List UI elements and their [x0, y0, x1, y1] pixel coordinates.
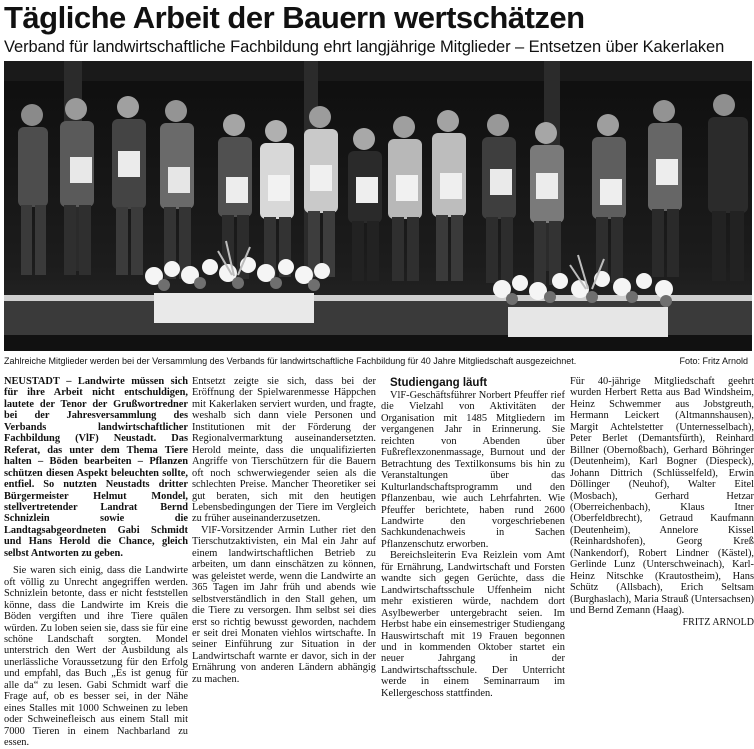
dateline: NEUSTADT [4, 376, 60, 387]
article-column-3 [381, 376, 565, 699]
photo-caption: Zahlreiche Mitglieder werden bei der Versammlung des Verbands für landwirtschaftliche Fachbildung für 40 Jahre Mitgliedschaft ausgezeichnet. [4, 356, 577, 366]
article-column-2 [192, 376, 376, 685]
photo-credit: Foto: Fritz Arnold [679, 356, 748, 366]
article-column-4 [570, 376, 754, 681]
byline: FRITZ ARNOLD [682, 616, 754, 628]
paragraph-5: Bereichsleiterin Eva Reizlein vom Amt für Ernährung, Landwirtschaft und Forsten wandte sich gegen Gerüchte, dass die Landwirtschaftsschule Uffenheim nicht mehr existieren würde, nachdem dort Asylbewerber untergebracht seien. Im Herbst habe ein einsemestriger Studiengang Hauswirtschaft mit 19 Frauen begonnen und in kommenden Oktober startet ein neuer Jahrgang in der Landwirtschaftsschule. Der Unterricht werde in einem Seminarraum im Kellergeschoss stattfinden. [381, 550, 565, 699]
lead-text: – Landwirte müssen sich für ihre Arbeit nicht entschuldigen, lautete der Tenor der Grußwortredner bei der Jahresversammlung des Verbands landwirtschaftlicher Fachbildung (VlF) Neustadt. Das Referat, das unter dem Thema Tiere halten – Böden bearbeiten – Pflanzen schützen diesen Aspekt beleuchten sollte, entfiel. So nutzten Neustadts dritter Bürgermeister Helmut Mondel, stellvertretender Landrat Bernd Schnizlein sowie die Landtagsabgeordneten Gabi Schmidt und Hans Herold die Chance, gleich selbst Antworten zu geben. [4, 376, 188, 559]
paragraph-2: Entsetzt zeigte sie sich, dass bei der Eröffnung der Spielwarenmesse Häppchen mit Kakerlaken serviert wurden, und fragte, weshalb sich dann viele Personen und Institutionen mit der Förderung der Regionalvermarktung auseinandersetzten. Herold meinte, dass die unqualifizierten Angriffe von Tierschützern für die Bauern oft noch schwerwiegender seien als die schlechten Preise. Mancher Theoretiker sei gut beraten, sich mit den heutigen Lebensbedingungen der Tiere im Vergleich zu früher auseinanderzusetzen. [192, 376, 376, 525]
paragraph-3: VlF-Vorsitzender Armin Luther riet den Tierschutzaktivisten, ein Mal ein Jahr auf einem landwirtschaftlichen Betrieb zu arbeiten, um dann einschätzen zu können, was geleistet werde, wenn die Landwirte an 365 Tagen im Jahr früh und abends wie selbstverständlich in den Stall gehen, um die Tiere zu versorgen. Ihm selbst sei dies erst so richtig bewusst geworden, nachdem er seit drei Monaten viehlos wirtschafte. In seiner Einführung zur Situation in der Landwirtschaft warnte er davor, sich in der Ernährung von anderen Ländern abhängig zu machen. [192, 524, 376, 685]
headline: Tägliche Arbeit der Bauern wertschätzen [4, 0, 585, 35]
lead-paragraph [4, 376, 188, 559]
article-column-1 [4, 376, 188, 749]
paragraph-6: Für 40-jährige Mitgliedschaft geehrt wurden Herbert Retta aus Bad Windsheim, Heinz Schwemmer aus Jobstgreuth, Hermann Leickert (Altmannshausen), Margit Achtelstetter (Unternesselbach), Peter Berlet (Demantsfürth), Reinhard Billner (Obernoßbach), Gerhard Böhringer (Deutenheim), Karl Bogner (Diespeck), Johann Dittrich (Schlüsselfeld), Erwin Döllinger (Neuhof), Walter Eitel (Mosbach), Gerhard Hetzar (Oberreichenbach), Klaus Itner (Oberfeldbrecht), Getraud Kaufmann (Deutenheim), Annelore Kissel (Reinhardshofen), Georg Kreß (Nankendorf), Robert Lindner (Kästel), Gerlinde Lunz (Unterschweinach), Karl-Heinz Nitschke (Krautostheim), Hans Schütz (Allsbach), Erich Seltsam (Burghaslach), Maria Strauß (Untersachsen) und Bernd Zemann (Haag). [570, 376, 754, 617]
article-photo [4, 61, 752, 351]
paragraph-4: VlF-Geschäftsführer Norbert Pfeuffer rief die Vielzahl von Aktivitäten der Organisation mit 1485 Mitgliedern im vergangenen Jahr in Erinnerung. Sie reichten von Abenden über Fußreflexzonenmassage, Burnout und der Betrachtung des Textilkonsums bis hin zu Veranstaltungen über das Kulturlandschaftsprogramm und den Pflanzenbau, wie auch Lehrfahrten. Wie Pfeuffer berichtete, haben rund 2600 Landwirte den vorgeschriebenen Sachkundenachweis in Sachen Pflanzenschutz erworben. [381, 390, 565, 550]
section-subtitle: Studiengang läuft [390, 377, 488, 389]
subheadline: Verband für landwirtschaftliche Fachbildung ehrt langjährige Mitglieder – Entsetzen über Kakerlaken [4, 38, 725, 56]
paragraph-1: Sie waren sich einig, dass die Landwirte oft völlig zu Unrecht angegriffen werden. Schnizlein betonte, dass er nicht feststellen könne, dass die Landwirte im Kreis die Böden vergiften und ihre Tiere quälen würden. Zu loben seien sie, dass sie für eine schöne Landschaft sorgten. Mondel unterstrich den Wert der Ausbildung als unerlässliche Voraussetzung für den Erfolg und empfahl, das Buch „Es ist genug für alle da“ zu lesen. Gabi Schmidt warf die Frage auf, ob es besser sei, in der Nähe eines Stalles mit 1000 Schweinen zu leben oder Schweinefleisch aus einem Stall mit 7000 Tieren in einem Nachbarland zu essen. [4, 565, 188, 749]
